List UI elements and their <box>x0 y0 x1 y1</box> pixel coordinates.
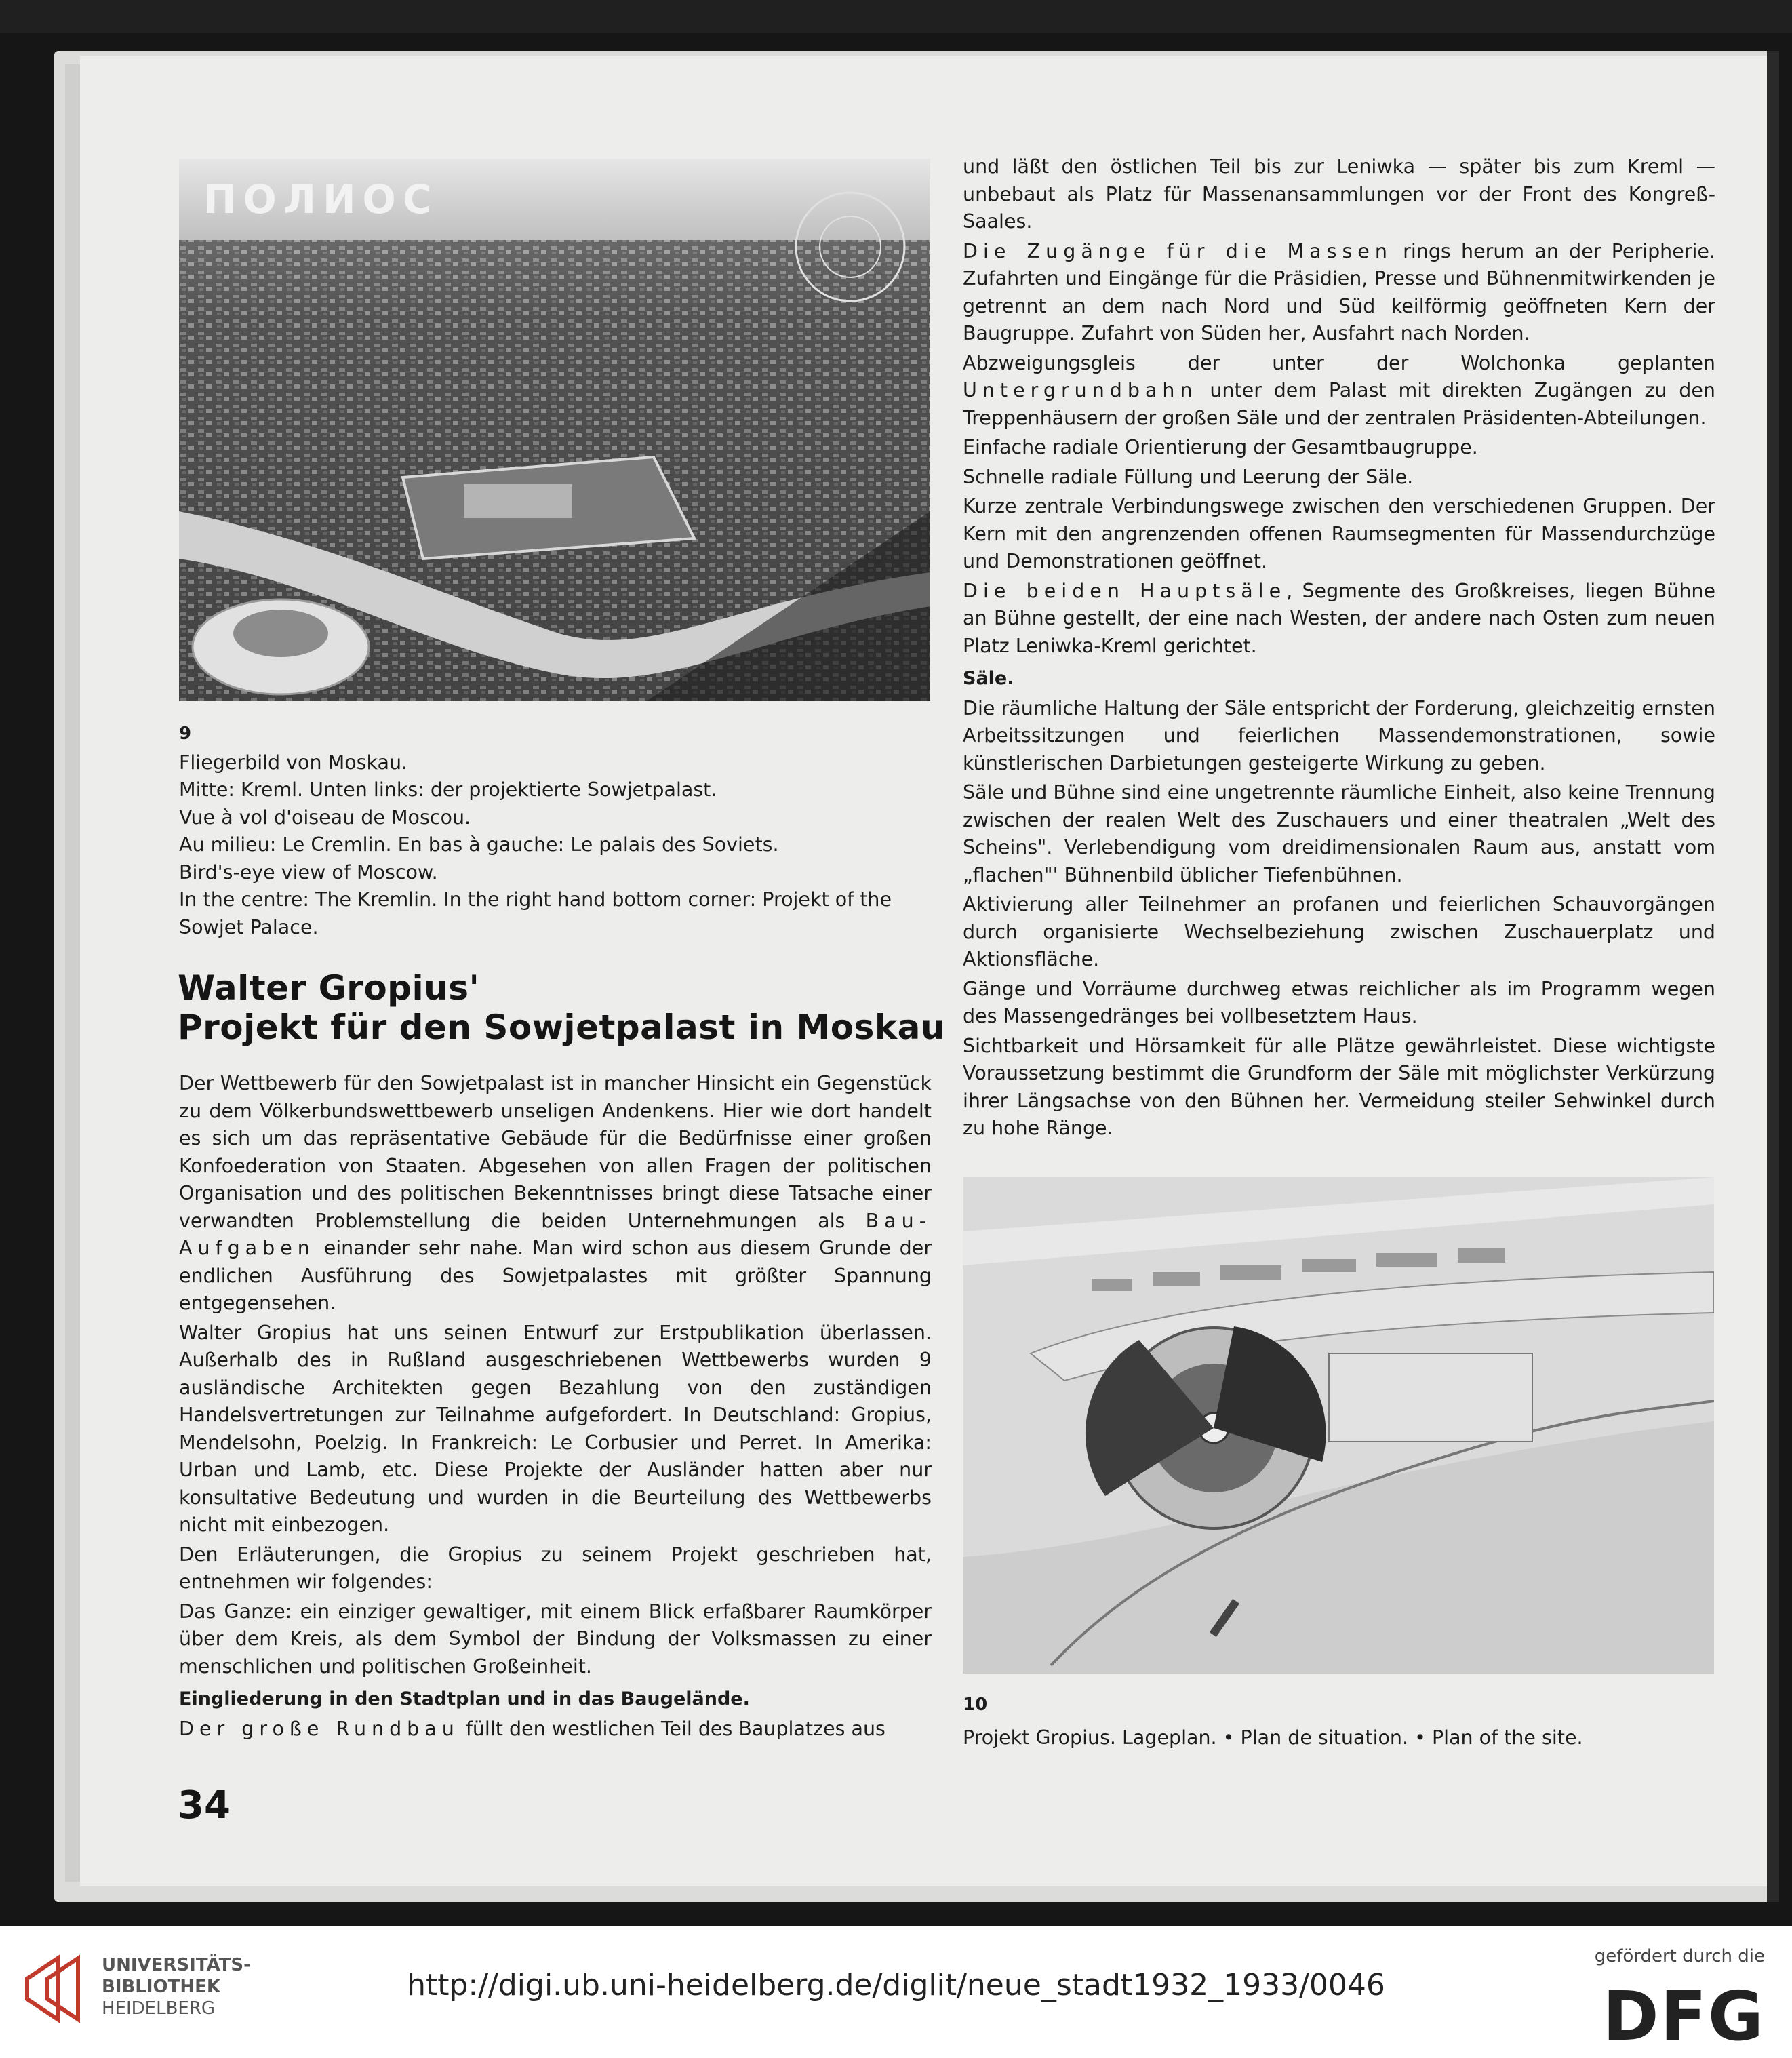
text-run: Der Wettbewerb für den Sowjetpalast ist in mancher Hinsicht ein Gegenstück zu dem Völkerbundswettbewerb unseligen Andenkens. Hier wie dort handelt es sich um das repräsentative Gebäude für die Bedürfnisse einer großen Konfoederation von Staaten. Abgesehen von allen Fragen der politischen Organisation und des politischen Bekenntnisses bringt diese Tatsache einer verwandten Problemstellung die beiden Unternehmungen als <box>179 1072 932 1232</box>
paragraph: Einfache radiale Orientierung der Gesamtbaugruppe. <box>963 436 1478 458</box>
library-name-line: UNIVERSITÄTS- <box>102 1955 251 1975</box>
text-run: Abzweigungsgleis der unter der Wolchonka geplanten <box>963 351 1715 374</box>
book-cover-edge <box>1767 51 1779 1902</box>
text-run: rings herum an der Peripherie. Zufahrten und Eingänge für die Präsidien, Presse und Bühnenmitwirkenden je getrennt an dem nach Nord und Süd keilförmig geöffneten Kern der Baugruppe. Zufahrt von Süden her, Ausfahrt nach Norden. <box>963 239 1716 344</box>
caption-line: Bird's-eye view of Moscow. <box>179 860 438 884</box>
caption-line: In the centre: The Kremlin. In the right hand bottom corner: Projekt of the Sowjet Palace. <box>179 888 892 938</box>
permalink-url[interactable]: http://digi.ub.uni-heidelberg.de/diglit/neue_stadt1932_1933/0046 <box>407 1968 1385 2002</box>
spaced-text: Untergrundbahn <box>963 379 1198 401</box>
paragraph: Gänge und Vorräume durchweg etwas reichlicher als im Programm wegen des Massengedränges bei vollbesetztem Haus. <box>963 977 1715 1027</box>
paragraph: Aktivierung aller Teilnehmer an profanen und feierlichen Schauvorgängen durch organisierte Wechselbeziehung zwischen Zuschauerplatz und Aktionsfläche. <box>963 893 1715 970</box>
title-line: Projekt für den Sowjetpalast in Moskau <box>178 1008 945 1047</box>
paragraph: Das Ganze: ein einziger gewaltiger, mit einem Blick erfaßbarer Raumkörper über dem Kreis, als dem Symbol der Bindung der Volksmassen zu einer menschlichen und politischen Großeinheit. <box>179 1600 932 1678</box>
page-edge <box>65 64 81 1882</box>
figure-number: 10 <box>963 1695 988 1715</box>
paragraph: Säle und Bühne sind eine ungetrennte räumliche Einheit, also keine Trennung zwischen der realen Welt des Zuschauers und einer theatralen „Welt des Scheins". Verlebendigung vom dreidimensionalen Raum aus, anstatt vom „flachen"' Bühnenbild üblicher Tiefenbühnen. <box>963 781 1715 886</box>
figure-9-caption <box>179 720 932 941</box>
dfg-logo: DFG <box>1602 1977 1765 2056</box>
paragraph: Die räumliche Haltung der Säle entspricht der Forderung, gleichzeitig ernsten Arbeitssitzungen und feierlichen Massendemonstrationen, sowie künstlerischen Darbietungen gesteigerte Wirkung zu geben. <box>963 696 1715 774</box>
paragraph: Walter Gropius hat uns seinen Entwurf zur Erstpublikation überlassen. Außerhalb des in Rußland ausgeschriebenen Wettbewerbs wurden 9 ausländische Architekten gegen Bezahlung von den zuständigen Handelsvertretungen zur Teilnahme aufgefordert. In Deutschland: Gropius, Mendelsohn, Poelzig. In Frankreich: Le Corbusier und Perret. In Amerika: Urban und Lamb, etc. Diese Projekte der Ausländer hatten aber nur konsultative Bedeutung und wurden in die Beurteilung des Wettbewerbs nicht mit einbezogen. <box>179 1321 932 1536</box>
spaced-text: Die beiden Hauptsäle <box>963 579 1287 602</box>
spaced-text: Die Zugänge für die Massen <box>963 239 1393 262</box>
spaced-text: Der große Rundbau <box>179 1717 460 1740</box>
text-run: , Segmente des Großkreises, liegen Bühne an Bühne gestellt, der eine nach Westen, der andere nach Osten zum neuen Platz Leniwka-Kreml gerichtet. <box>963 579 1715 657</box>
paragraph: Kurze zentrale Verbindungswege zwischen den verschiedenen Gruppen. Der Kern mit den angrenzenden offenen Raumsegmenten für Massendurchzüge und Demonstrationen geöffnet. <box>963 495 1715 572</box>
site-plan-image <box>963 1177 1714 1674</box>
paragraph: Sichtbarkeit und Hörsamkeit für alle Plätze gewährleistet. Diese wichtigste Voraussetzung bestimmt die Grundform der Säle mit möglichster Verkürzung ihrer Längsachse von den Bühnen her. Vermeidung steiler Sehwinkel durch zu hohe Ränge. <box>963 1034 1715 1139</box>
right-column-text <box>963 153 1715 1145</box>
moscow-aerial-photo <box>179 159 930 701</box>
paragraph <box>179 1070 932 1318</box>
paragraph: Den Erläuterungen, die Gropius zu seinem Projekt geschrieben hat, entnehmen wir folgendes: <box>179 1543 932 1593</box>
text-run: unter dem Palast mit direkten Zugängen zu den Treppenhäusern der großen Säle und der zentralen Präsidenten-Abteilungen. <box>963 379 1715 429</box>
caption-line: Au milieu: Le Cremlin. En bas à gauche: Le palais des Soviets. <box>179 833 779 856</box>
paragraph: Schnelle radiale Füllung und Leerung der Säle. <box>963 465 1414 488</box>
aerial-photo-drawing <box>179 159 930 701</box>
article-title <box>178 968 945 1047</box>
caption-line: Fliegerbild von Moskau. <box>179 751 408 774</box>
title-line: Walter Gropius' <box>178 968 480 1008</box>
caption-line: Projekt Gropius. Lageplan. • Plan de situation. • Plan of the site. <box>963 1726 1583 1749</box>
caption-line: Vue à vol d'oiseau de Moscou. <box>179 806 471 829</box>
photo-inscription: ПОЛИОС <box>203 176 439 222</box>
digital-library-footer <box>0 1926 1792 2058</box>
library-name-line: HEIDELBERG <box>102 1998 216 2019</box>
figure-number: 9 <box>179 724 192 744</box>
text-run: füllt den westlichen Teil des Bauplatzes aus <box>459 1717 885 1740</box>
caption-line: Mitte: Kreml. Unten links: der projektierte Sowjetpalast. <box>179 778 717 801</box>
book-spine-edge <box>0 0 1792 33</box>
library-name-line: BIBLIOTHEK <box>102 1977 221 1997</box>
section-subheading: Eingliederung in den Stadtplan und in das Baugelände. <box>179 1688 750 1709</box>
section-subheading: Säle. <box>963 668 1014 689</box>
figure-10-caption <box>963 1691 1715 1752</box>
paragraph <box>963 578 1715 660</box>
paragraph <box>963 350 1715 433</box>
page-number: 34 <box>178 1783 231 1827</box>
left-column-text <box>179 1070 932 1745</box>
funding-label: gefördert durch die <box>1594 1946 1765 1966</box>
paragraph <box>963 238 1715 348</box>
paragraph <box>179 1716 932 1743</box>
paragraph: und läßt den östlichen Teil bis zur Leniwka — später bis zum Kreml — unbebaut als Platz für Massenansammlungen vor der Front des Kongreß-Saales. <box>963 155 1715 233</box>
spaced-text: Bau-Aufgaben <box>179 1209 932 1259</box>
site-plan-drawing <box>963 1177 1714 1674</box>
text-run: einander sehr nahe. Man wird schon aus diesem Grunde der endlichen Ausführung des Sowjetpalastes mit größter Spannung entgegensehen. <box>179 1237 932 1314</box>
